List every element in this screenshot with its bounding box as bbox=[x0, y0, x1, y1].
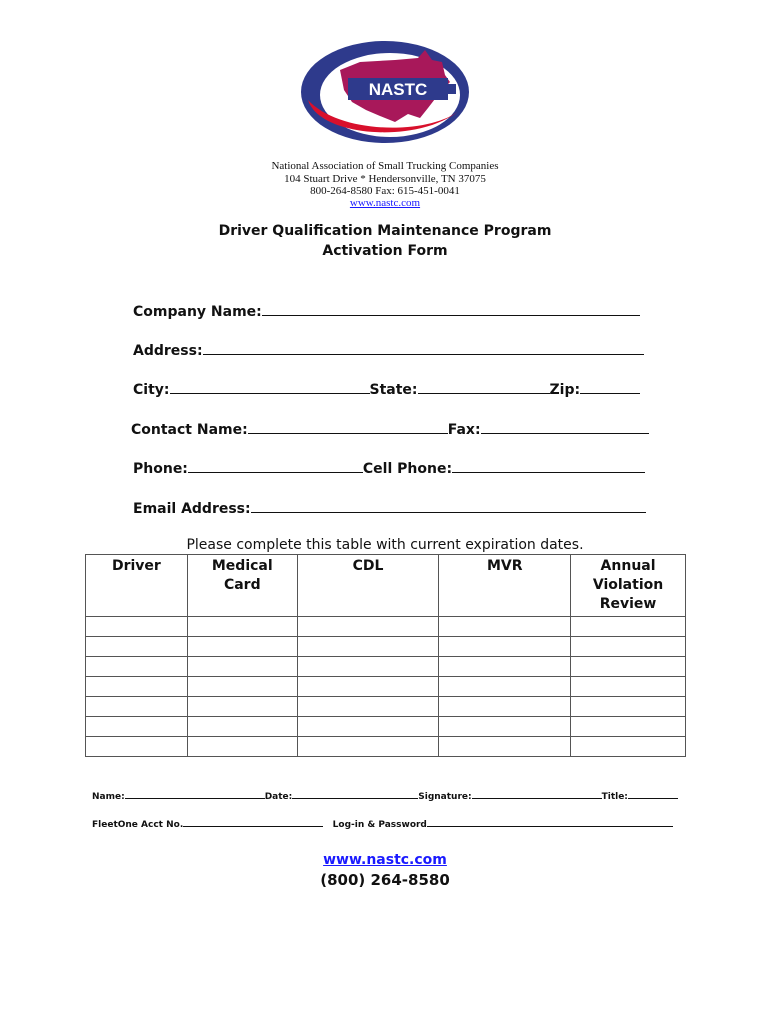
form-subtitle: Activation Form bbox=[322, 243, 448, 259]
footer-phone: (800) 264-8580 bbox=[320, 871, 450, 889]
name-label: Name: bbox=[92, 792, 125, 802]
zip-line[interactable] bbox=[580, 378, 640, 394]
address-line[interactable] bbox=[203, 339, 644, 355]
table-cell-medical-card[interactable] bbox=[187, 717, 297, 737]
title-label: Title: bbox=[601, 792, 628, 802]
table-instruction: Please complete this table with current expiration dates. bbox=[186, 537, 584, 553]
phone-label: Phone: bbox=[133, 461, 188, 477]
table-cell-annual-violation-review[interactable] bbox=[571, 717, 686, 737]
title-line[interactable] bbox=[628, 789, 678, 799]
cell-phone-line[interactable] bbox=[452, 457, 645, 473]
table-cell-driver[interactable] bbox=[86, 617, 188, 637]
table-cell-medical-card[interactable] bbox=[187, 677, 297, 697]
org-name: National Association of Small Trucking Companies bbox=[271, 160, 499, 172]
org-website-text[interactable]: www.nastc.com bbox=[349, 197, 421, 209]
table-row bbox=[86, 677, 686, 697]
date-line[interactable] bbox=[292, 789, 418, 799]
login-label: Log-in & Password bbox=[332, 820, 427, 830]
fax-label: Fax: bbox=[447, 422, 481, 438]
table-cell-mvr[interactable] bbox=[439, 677, 571, 697]
logo-text: NASTC bbox=[368, 80, 428, 99]
name-line[interactable] bbox=[125, 789, 265, 799]
table-cell-medical-card[interactable] bbox=[187, 617, 297, 637]
table-cell-cdl[interactable] bbox=[297, 617, 439, 637]
table-cell-mvr[interactable] bbox=[439, 717, 571, 737]
table-cell-cdl[interactable] bbox=[297, 697, 439, 717]
footer-website-link[interactable] bbox=[0, 850, 770, 870]
contact-name-label: Contact Name: bbox=[131, 422, 248, 438]
col-header-annual-violation-review: Annual Violation Review bbox=[571, 555, 686, 617]
table-cell-annual-violation-review[interactable] bbox=[571, 677, 686, 697]
table-row bbox=[86, 637, 686, 657]
col-header-mvr: MVR bbox=[439, 555, 571, 617]
company-name-field[interactable] bbox=[133, 300, 640, 320]
fleetone-line[interactable] bbox=[183, 817, 323, 827]
table-cell-driver[interactable] bbox=[86, 637, 188, 657]
table-cell-driver[interactable] bbox=[86, 717, 188, 737]
fax-line[interactable] bbox=[481, 418, 649, 434]
form-title: Driver Qualification Maintenance Program bbox=[218, 223, 552, 239]
signature-line[interactable] bbox=[472, 789, 602, 799]
col-header-medical-card: Medical Card bbox=[187, 555, 297, 617]
state-label: State: bbox=[369, 382, 418, 398]
table-cell-cdl[interactable] bbox=[297, 657, 439, 677]
email-field[interactable] bbox=[133, 497, 646, 517]
city-line[interactable] bbox=[170, 378, 370, 394]
contact-fax-row bbox=[131, 418, 649, 438]
table-cell-medical-card[interactable] bbox=[187, 657, 297, 677]
table-cell-driver[interactable] bbox=[86, 697, 188, 717]
city-state-zip-row bbox=[133, 378, 640, 398]
table-row bbox=[86, 737, 686, 757]
table-cell-driver[interactable] bbox=[86, 677, 188, 697]
table-header-row bbox=[86, 555, 686, 617]
email-line[interactable] bbox=[251, 497, 646, 513]
table-row bbox=[86, 617, 686, 637]
table-cell-annual-violation-review[interactable] bbox=[571, 657, 686, 677]
table-cell-mvr[interactable] bbox=[439, 737, 571, 757]
cell-phone-label: Cell Phone: bbox=[362, 461, 453, 477]
signature-label: Signature: bbox=[418, 792, 472, 802]
nastc-logo bbox=[300, 40, 470, 145]
table-cell-mvr[interactable] bbox=[439, 697, 571, 717]
table-row bbox=[86, 697, 686, 717]
signoff-row bbox=[92, 789, 678, 802]
table-cell-mvr[interactable] bbox=[439, 657, 571, 677]
table-cell-driver[interactable] bbox=[86, 737, 188, 757]
table-cell-medical-card[interactable] bbox=[187, 637, 297, 657]
org-website-link[interactable] bbox=[0, 197, 770, 210]
truck-icon bbox=[440, 84, 456, 94]
col-header-driver: Driver bbox=[86, 555, 188, 617]
table-row bbox=[86, 717, 686, 737]
contact-name-line[interactable] bbox=[248, 418, 448, 434]
table-cell-annual-violation-review[interactable] bbox=[571, 737, 686, 757]
org-address: 104 Stuart Drive * Hendersonville, TN 37075 bbox=[284, 173, 486, 185]
table-cell-cdl[interactable] bbox=[297, 717, 439, 737]
table-cell-annual-violation-review[interactable] bbox=[571, 617, 686, 637]
org-phone: 800-264-8580 Fax: 615-451-0041 bbox=[310, 185, 460, 197]
company-name-line[interactable] bbox=[262, 300, 640, 316]
table-cell-driver[interactable] bbox=[86, 657, 188, 677]
address-label: Address: bbox=[133, 343, 203, 359]
driver-expiration-table bbox=[85, 554, 686, 757]
footer-website-text[interactable]: www.nastc.com bbox=[323, 852, 447, 868]
address-field[interactable] bbox=[133, 339, 644, 359]
table-cell-cdl[interactable] bbox=[297, 677, 439, 697]
zip-label: Zip: bbox=[549, 382, 581, 398]
company-name-label: Company Name: bbox=[133, 304, 262, 320]
fleetone-label: FleetOne Acct No. bbox=[92, 820, 184, 830]
col-header-cdl: CDL bbox=[297, 555, 439, 617]
account-row bbox=[92, 817, 673, 830]
email-label: Email Address: bbox=[133, 501, 251, 517]
table-cell-cdl[interactable] bbox=[297, 737, 439, 757]
table-cell-mvr[interactable] bbox=[439, 637, 571, 657]
table-cell-mvr[interactable] bbox=[439, 617, 571, 637]
table-cell-medical-card[interactable] bbox=[187, 697, 297, 717]
date-label: Date: bbox=[264, 792, 293, 802]
state-line[interactable] bbox=[418, 378, 550, 394]
table-cell-cdl[interactable] bbox=[297, 637, 439, 657]
table-row bbox=[86, 657, 686, 677]
table-cell-annual-violation-review[interactable] bbox=[571, 697, 686, 717]
table-cell-medical-card[interactable] bbox=[187, 737, 297, 757]
table-cell-annual-violation-review[interactable] bbox=[571, 637, 686, 657]
city-label: City: bbox=[133, 382, 170, 398]
phone-row bbox=[133, 457, 645, 477]
phone-line[interactable] bbox=[188, 457, 363, 473]
login-line[interactable] bbox=[427, 817, 673, 827]
